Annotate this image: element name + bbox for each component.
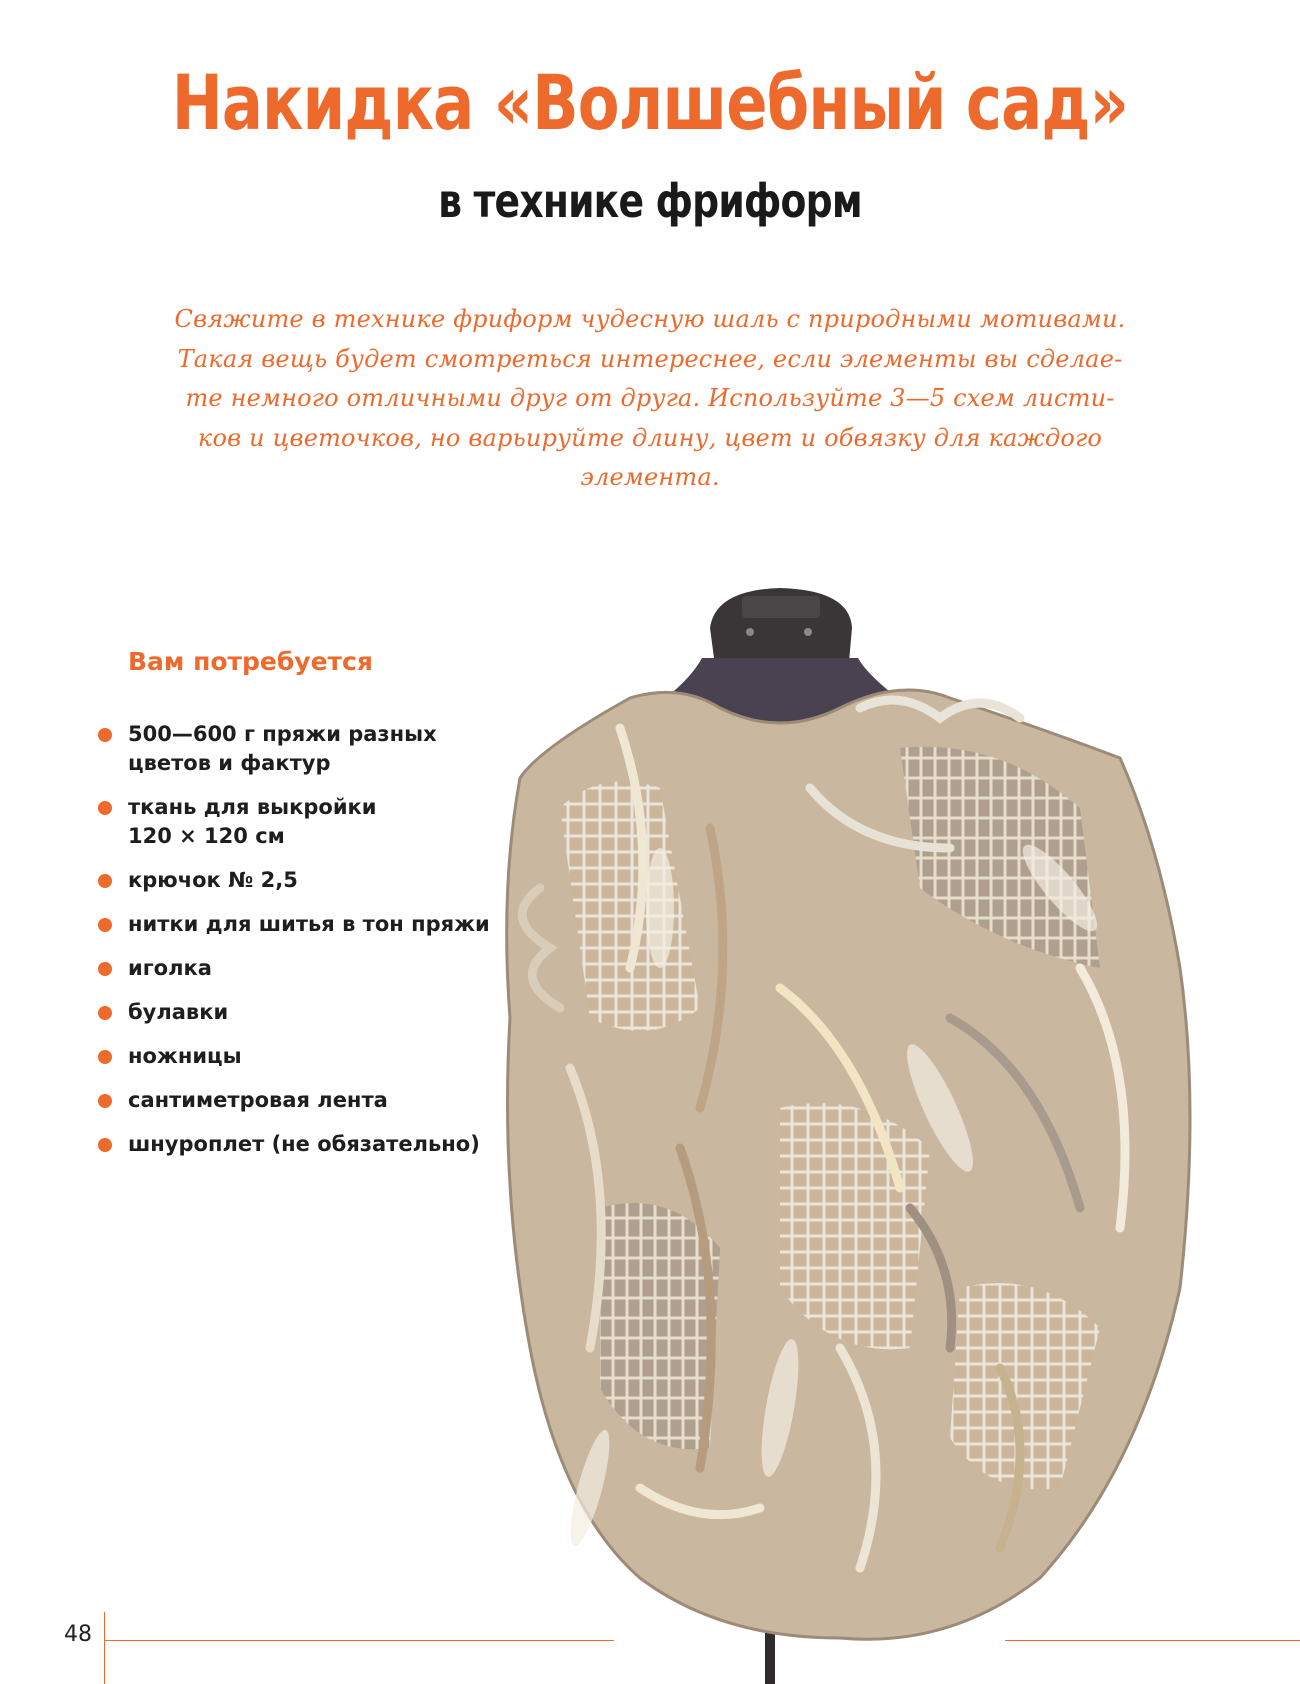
list-item	[98, 1130, 498, 1159]
list-item-text: шнуроплет (не обязательно)	[128, 1132, 480, 1156]
materials-heading: Вам потребуется	[128, 647, 373, 676]
list-item	[98, 998, 498, 1027]
list-item	[98, 793, 498, 851]
footer-rule-right	[1005, 1640, 1300, 1641]
list-item	[98, 954, 498, 983]
intro-line: ков и цветочков, но варьируйте длину, цвет и обвязку для каждого	[197, 423, 1103, 452]
bullet-icon	[98, 918, 112, 932]
list-item-text: булавки	[128, 1000, 229, 1024]
bullet-icon	[98, 1094, 112, 1108]
shawl-photo	[480, 588, 1240, 1684]
intro-line: Такая вещь будет смотреться интереснее, если элементы вы сделае-	[177, 344, 1123, 373]
bullet-icon	[98, 962, 112, 976]
materials-list	[98, 720, 498, 1174]
list-item-text: ткань для выкройки	[128, 795, 377, 819]
list-item-text: сантиметровая лента	[128, 1088, 388, 1112]
bullet-icon	[98, 801, 112, 815]
list-item-text: крючок № 2,5	[128, 868, 298, 892]
page-subtitle: в технике фриформ	[438, 174, 862, 228]
footer-rule-left	[104, 1640, 614, 1641]
page-number: 48	[64, 1622, 92, 1647]
list-item	[98, 720, 498, 778]
intro-line: элемента.	[580, 463, 720, 491]
page-title: Накидка «Волшебный сад»	[171, 58, 1129, 147]
list-item	[98, 866, 498, 895]
intro-paragraph	[160, 300, 1140, 498]
bullet-icon	[98, 728, 112, 742]
footer-rule-vertical	[104, 1612, 105, 1684]
bullet-icon	[98, 1050, 112, 1064]
list-item-text: нитки для шитья в тон пряжи	[128, 912, 490, 936]
list-item-text: цветов и фактур	[128, 751, 331, 775]
intro-line: Свяжите в технике фриформ чудесную шаль с природными мотивами.	[174, 305, 1126, 333]
list-item	[98, 1042, 498, 1071]
list-item	[98, 1086, 498, 1115]
list-item-text: 500—600 г пряжи разных	[128, 722, 437, 746]
list-item-text: иголка	[128, 956, 212, 980]
list-item-text: 120 × 120 см	[128, 824, 285, 848]
bullet-icon	[98, 1138, 112, 1152]
bullet-icon	[98, 874, 112, 888]
list-item	[98, 910, 498, 939]
list-item-text: ножницы	[128, 1044, 242, 1068]
bullet-icon	[98, 1006, 112, 1020]
intro-line: те немного отличными друг от друга. Используйте 3—5 схем листи-	[185, 384, 1115, 412]
